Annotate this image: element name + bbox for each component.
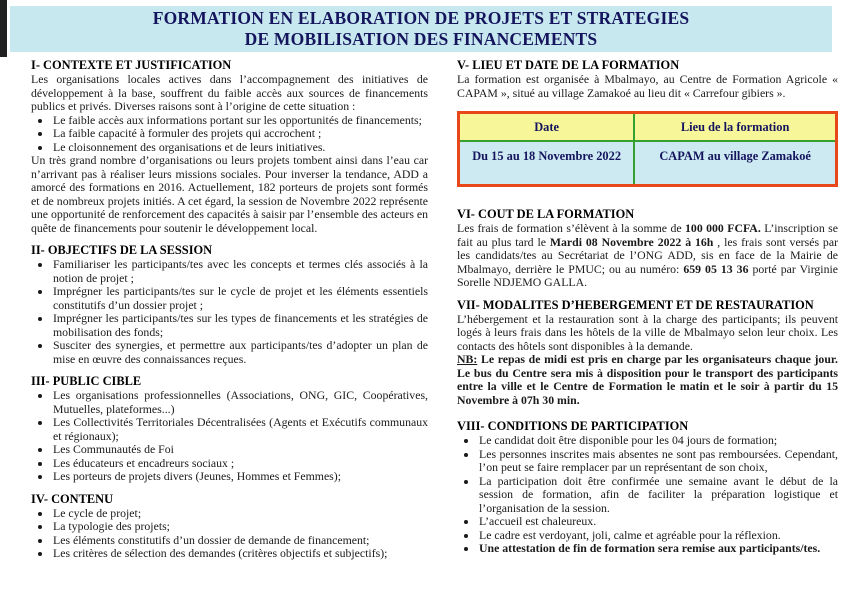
- left-column: [31, 58, 428, 561]
- list-item: • L’accueil est chaleureux.: [478, 515, 838, 529]
- contexte-intro-paragraph: Les organisations locales actives dans l’accompagnement des initiatives de développement à la base, souffrent du faible accès aux sources de financements publics et privés. Diverses raisons sont à l’origine de cette situation :: [31, 72, 428, 113]
- text-segment: Le repas de midi est pris en charge par les organisateurs chaque jour. Le bus du Centre sera mis à disposition pour le transport des participants entre la ville et le Centre de Formation le matin et le soir à partir du 15 Novembre à 07h 30 min.: [457, 352, 838, 407]
- section-heading-objectifs: II- OBJECTIFS DE LA SESSION: [31, 243, 213, 257]
- document-title-line1: FORMATION EN ELABORATION DE PROJETS ET STRATEGIES: [152, 8, 690, 28]
- cout-paragraph: [457, 222, 838, 290]
- list-item: • Les Collectivités Territoriales Décentralisées (Agents et Exécutifs communaux et régionaux);: [52, 416, 428, 443]
- section-heading-contexte: I- CONTEXTE ET JUSTIFICATION: [31, 58, 232, 72]
- section-heading-hebergement: VII- MODALITES D’HEBERGEMENT ET DE RESTAURATION: [457, 297, 814, 312]
- objectifs-bullet-list: [31, 258, 428, 366]
- text-segment: Les frais de formation s’élèvent à la somme de: [457, 221, 686, 235]
- document-title-line2: DE MOBILISATION DES FINANCEMENTS: [244, 29, 598, 49]
- list-item: • Les éléments constitutifs d’un dossier de demande de financement;: [52, 534, 428, 548]
- section-contexte-et-justification: [31, 58, 428, 235]
- section-public-cible: [31, 374, 428, 484]
- table-header-lieu: Lieu de la formation: [634, 113, 836, 142]
- list-item: • Imprégner les participants/tes sur le cycle de projet et les éléments essentiels constitutifs d’un dossier projet ;: [52, 285, 428, 312]
- list-item: • Les critères de sélection des demandes (critères objectifs et subjectifs);: [52, 547, 428, 561]
- list-item: • Une attestation de fin de formation sera remise aux participants/tes.: [478, 542, 838, 556]
- text-segment: Mardi 08 Novembre 2022 à 16h: [549, 234, 714, 249]
- section-heading-public-cible: III- PUBLIC CIBLE: [31, 374, 142, 388]
- list-item: • Familiariser les participants/tes avec les concepts et termes clés associés à la notion de projet ;: [52, 258, 428, 285]
- section-heading-cout: VI- COUT DE LA FORMATION: [457, 207, 635, 221]
- conditions-extra-bullet-list: [457, 515, 838, 556]
- text-segment: porté par Virginie Sorelle NDJEMO GALLA.: [457, 261, 838, 289]
- list-item: • Le faible accès aux informations portant sur les opportunités de financements;: [52, 114, 428, 128]
- list-item: • La participation doit être confirmée une semaine avant le début de la session de formation, afin de faciliter la préparation logistique et l’organisation de la session.: [478, 475, 838, 516]
- table-header-row: [459, 113, 837, 142]
- conditions-bullet-list: [457, 434, 838, 515]
- list-item: • Le candidat doit être disponible pour les 04 jours de formation;: [478, 434, 838, 448]
- list-item: • Les éducateurs et encadreurs sociaux ;: [52, 457, 428, 471]
- title-banner: [10, 6, 832, 52]
- section-heading-lieu-date: V- LIEU ET DATE DE LA FORMATION: [457, 58, 680, 72]
- section-objectifs-session: [31, 243, 428, 366]
- table-cell-date: Du 15 au 18 Novembre 2022: [459, 141, 635, 186]
- section-hebergement-restauration: [457, 298, 838, 408]
- text-segment: NB:: [457, 352, 478, 366]
- table-cell-lieu: CAPAM au village Zamakoé: [634, 141, 836, 186]
- list-item: • La faible capacité à formuler des projets qui accrochent ;: [52, 127, 428, 141]
- lieu-date-paragraph: La formation est organisée à Mbalmayo, au Centre de Formation Agricole « CAPAM », situé au village Zamakoé au lieu dit « Carrefour gibiers ».: [457, 72, 838, 100]
- list-item: • Les organisations professionnelles (Associations, ONG, GIC, Coopératives, Mutuelles, plateformes...): [52, 389, 428, 416]
- right-column: [457, 58, 838, 556]
- list-item: • La typologie des projets;: [52, 520, 428, 534]
- section-cout-formation: [457, 207, 838, 290]
- nb-paragraph: [457, 353, 838, 407]
- list-item: • Susciter des synergies, et permettre aux participants/tes d’adopter un plan de mise en œuvre des connaissances reçues.: [52, 339, 428, 366]
- section-heading-conditions: VIII- CONDITIONS DE PARTICIPATION: [457, 419, 689, 433]
- section-conditions-participation: [457, 419, 838, 556]
- contexte-second-paragraph: Un très grand nombre d’organisations ou leurs projets tombent ainsi dans l’eau car n’arrivant pas à réaliser leurs missions sociales. Pour inverser la tendance, ADD a amorcé des formations en 2016. Actuellement, 182 porteurs de projets sont formés et de nombreux projets initiés. A cet égard, la session de Novembre 2022 représente une opportunité de renforcement des capacités à saisir par l’ensemble des acteurs en quête de financements pour soutenir le développement local.: [31, 153, 428, 235]
- list-item: • Le cadre est verdoyant, joli, calme et agréable pour la réflexion.: [478, 529, 838, 543]
- list-item: • Les porteurs de projets divers (Jeunes, Hommes et Femmes);: [52, 470, 428, 484]
- text-segment: 100 000 FCFA.: [685, 221, 761, 235]
- text-segment: L’inscription se fait au plus tard le: [457, 221, 838, 249]
- section-heading-contenu: IV- CONTENU: [31, 491, 114, 506]
- text-segment: , les frais sont versés par les candidats/tes au Secrétariat de l’ONG ADD, sis en face de la Mairie de Mbalmayo, derrière le PMUC; ou au numéro:: [457, 234, 838, 276]
- contexte-bullet-list: [31, 114, 428, 155]
- section-lieu-et-date: [457, 58, 838, 100]
- hebergement-paragraph: L’hébergement et la restauration sont à la charge des participants; ils peuvent logés à leurs frais dans les hôtels de la ville de Mbalmayo selon leur choix. Les contacts des hôtels sont disponibles à la demande.: [457, 311, 838, 353]
- table-header-date: Date: [459, 113, 635, 142]
- list-item: • Le cloisonnement des organisations et de leurs initiatives.: [52, 141, 428, 155]
- list-item: • Le cycle de projet;: [52, 507, 428, 521]
- list-item: • Les personnes inscrites mais absentes ne sont pas remboursées. Cependant, l’on peut se faire remplacer par un représentant de son choix,: [478, 448, 838, 475]
- text-segment: 659 05 13 36: [683, 261, 749, 276]
- public-cible-bullet-list: [31, 389, 428, 484]
- contenu-bullet-list: [31, 507, 428, 561]
- section-contenu: [31, 492, 428, 561]
- list-item: • Imprégner les participants/tes sur les types de financements et les stratégies de mobilisation des fonds;: [52, 312, 428, 339]
- list-item: • Les Communautés de Foi: [52, 443, 428, 457]
- scan-artifact-bar: [0, 0, 7, 57]
- date-lieu-table: [457, 111, 838, 187]
- table-row: [459, 141, 837, 186]
